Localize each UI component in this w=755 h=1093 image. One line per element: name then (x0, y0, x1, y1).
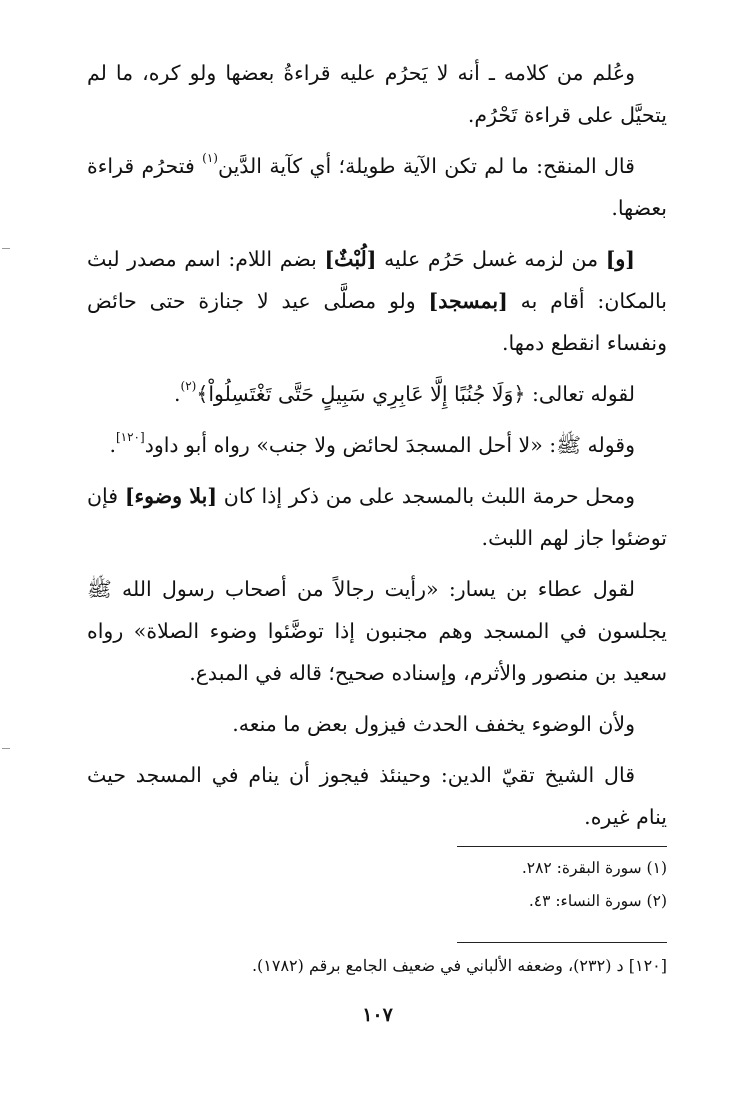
paragraph-4-end: . (173, 382, 181, 406)
paragraph-9: قال الشيخ تقيّ الدين: وحينئذ فيجوز أن ينام في المسجد حيث ينام غيره. (87, 763, 667, 829)
paragraph-6-t1: ومحل حرمة اللبث بالمسجد على من ذكر إذا كان (217, 484, 635, 508)
footnote-separator (457, 846, 667, 847)
paragraph-8: ولأن الوضوء يخفف الحدث فيزول بعض ما منعه. (232, 712, 635, 736)
paragraph-6-t2: فإن توضئوا جاز لهم اللبث. (87, 484, 667, 550)
paragraph-3-t1: من لزمه غسل حَرُم عليه (376, 247, 606, 271)
footnote-1: (١) سورة البقرة: ٢٨٢. (521, 859, 667, 877)
paragraph-3 (87, 238, 667, 364)
hadith-text: وقوله ﷺ: «لا أحل المسجدَ لحائض ولا جنب» رواه أبو داود (144, 433, 635, 457)
paragraph-1: وعُلم من كلامه ـ أنه لا يَحرُم عليه قراءةُ بعضها ولو كره، ما لم يتحيَّل على قراءة تَحْرُم. (87, 61, 667, 127)
matn-term-lubth: [لُبْثٌ] (324, 247, 377, 271)
footnote-ref-2[interactable]: (٢) (180, 379, 197, 393)
quran-verse: لقوله تعالى: ﴿وَلَا جُنُبًا إِلَّا عَابِرِي سَبِيلٍ حَتَّى تَغْتَسِلُواْ﴾ (196, 382, 635, 406)
main-text (87, 52, 667, 847)
paragraph-7: لقول عطاء بن يسار: «رأيت رجالاً من أصحاب رسول الله ﷺ يجلسون في المسجد وهم مجنبون إذا توضَّئوا وضوء الصلاة» رواه سعيد بن منصور والأثرم، وإسناده صحيح؛ قاله في المبدع. (87, 577, 667, 685)
margin-mark (2, 248, 10, 249)
paragraph-6 (87, 475, 667, 559)
paragraph-2-cont: فتحرُم قراءة بعضها. (87, 154, 667, 220)
paragraph-3-t3: ولو مصلَّى عيد لا جنازة حتى حائض ونفساء انقطع دمها. (87, 289, 667, 355)
hadith-note-separator (457, 942, 667, 943)
paragraph-2-text: قال المنقح: ما لم تكن الآية طويلة؛ أي كآية الدَّين (217, 154, 635, 178)
paragraph-2 (87, 145, 667, 229)
paragraph-5 (87, 424, 667, 466)
matn-term-masjid: [بمسجد] (428, 289, 508, 313)
matn-term-bila-wudu: [بلا وضوء] (124, 484, 218, 508)
footnote-2: (٢) سورة النساء: ٤٣. (528, 892, 667, 910)
margin-mark (2, 748, 10, 749)
matn-open: [و] (605, 247, 635, 271)
paragraph-4 (87, 373, 667, 415)
page-number: ١٠٧ (362, 1004, 393, 1026)
paragraph-3-t2: بضم اللام: اسم مصدر لبث بالمكان: أقام به (87, 247, 667, 313)
paragraph-5-end: . (109, 433, 116, 457)
hadith-note: [١٢٠] د (٢٣٢)، وضعفه الألباني في ضعيف الجامع برقم (١٧٨٢). (251, 956, 667, 975)
hadith-ref-120[interactable]: [١٢٠] (115, 430, 145, 444)
footnote-ref-1[interactable]: (١) (202, 151, 218, 165)
